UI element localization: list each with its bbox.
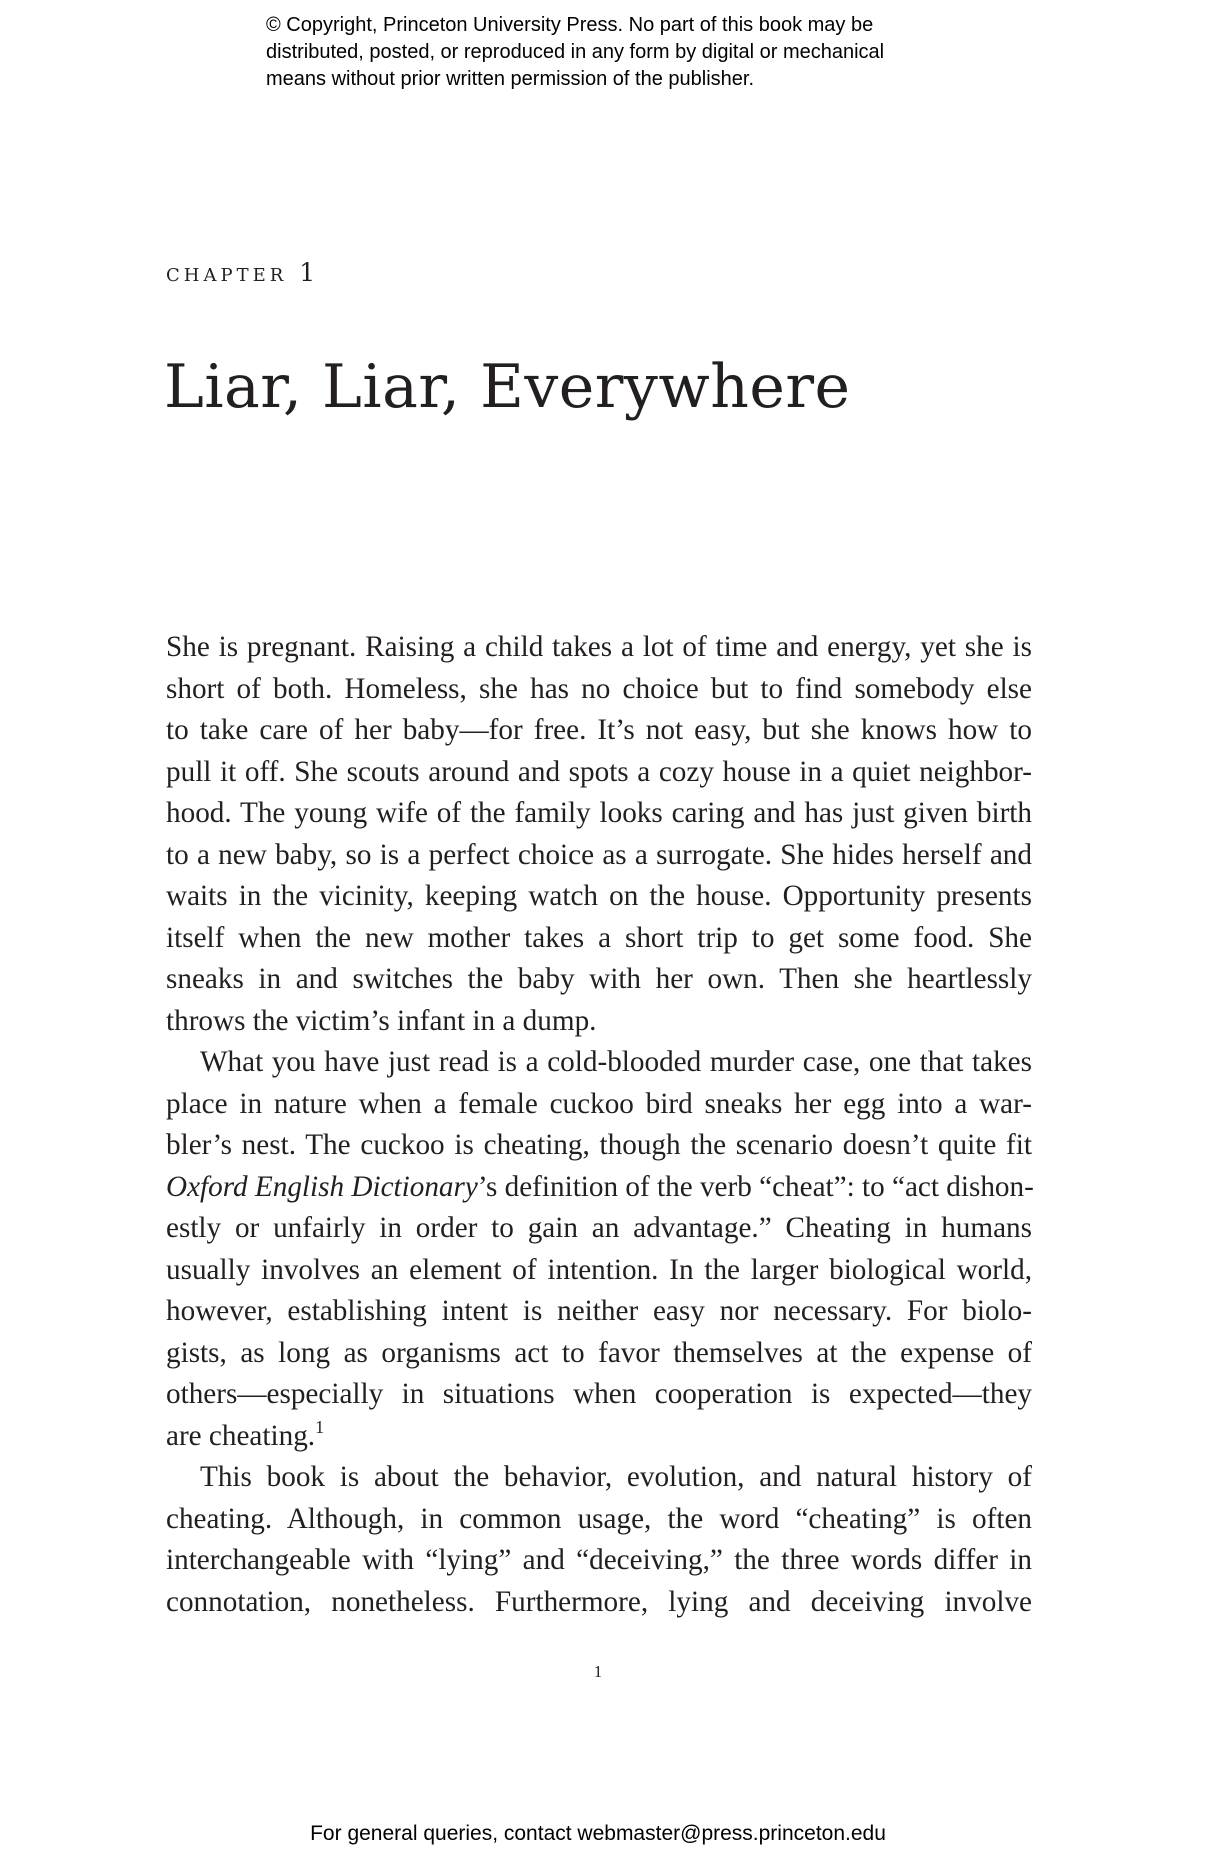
copyright-notice: [266, 12, 1026, 93]
copyright-line: means without prior written permission of the publisher.: [266, 68, 755, 90]
text-line: [166, 1167, 1032, 1209]
footnote-reference[interactable]: 1: [315, 1416, 325, 1437]
text-line: short of both. Homeless, she has no choice but to find somebody else: [166, 672, 1032, 705]
text-line: bler’s nest. The cuckoo is cheating, though the scenario doesn’t quite fit: [166, 1129, 1032, 1161]
text-line: gists, as long as organisms act to favor themselves at the expense of: [166, 1336, 1032, 1369]
text-line: This book is about the behavior, evolution, and natural history of: [200, 1461, 1032, 1493]
footer-contact: For general queries, contact webmaster@press.princeton.edu: [310, 1822, 886, 1845]
text-line: place in nature when a female cuckoo bird sneaks her egg into a war-: [166, 1087, 1032, 1120]
text-line: to take care of her baby—for free. It’s not easy, but she knows how to: [166, 714, 1032, 746]
text-line: others—especially in situations when cooperation is expected—they: [166, 1378, 1032, 1410]
text-line: sneaks in and switches the baby with her own. Then she heartlessly: [166, 963, 1032, 995]
text-line: What you have just read is a cold-blooded murder case, one that takes: [200, 1046, 1032, 1078]
paragraph-3: [166, 1457, 1032, 1623]
text-line: itself when the new mother takes a short trip to get some food. She: [166, 921, 1032, 954]
text-line: She is pregnant. Raising a child takes a lot of time and energy, yet she is: [166, 631, 1032, 663]
text-line: connotation, nonetheless. Furthermore, lying and deceiving involve: [166, 1585, 1032, 1618]
text-line: throws the victim’s infant in a dump.: [166, 1004, 597, 1037]
italic-title: Oxford English Dictionary: [166, 1170, 478, 1203]
body-text: [166, 627, 1032, 1623]
text-run: are cheating.: [166, 1419, 316, 1452]
paragraph-2: [166, 1042, 1032, 1457]
copyright-line: © Copyright, Princeton University Press. No part of this book may be: [266, 14, 874, 36]
copyright-line: distributed, posted, or reproduced in any form by digital or mechanical: [266, 41, 885, 63]
text-line: however, establishing intent is neither easy nor necessary. For biolo-: [166, 1295, 1032, 1327]
text-line: hood. The young wife of the family looks caring and has just given birth: [166, 797, 1032, 829]
text-line: pull it off. She scouts around and spots a cozy house in a quiet neighbor-: [166, 755, 1032, 788]
paragraph-1: [166, 627, 1032, 1042]
text-line: usually involves an element of intention. In the larger biological world,: [166, 1253, 1032, 1286]
text-line: [166, 1416, 1032, 1458]
text-line: cheating. Although, in common usage, the word “cheating” is often: [166, 1502, 1032, 1535]
text-line: interchangeable with “lying” and “deceiving,” the three words differ in: [166, 1544, 1032, 1576]
text-run: ’s definition of the verb “cheat”: to “act dishon-: [477, 1170, 1034, 1203]
page-number: 1: [593, 1662, 603, 1681]
chapter-title: Liar, Liar, Everywhere: [164, 352, 851, 422]
chapter-label: chapter 1: [166, 258, 320, 287]
text-line: estly or unfairly in order to gain an advantage.” Cheating in humans: [166, 1212, 1032, 1244]
text-line: to a new baby, so is a perfect choice as a surrogate. She hides herself and: [166, 838, 1032, 871]
text-line: waits in the vicinity, keeping watch on the house. Opportunity presents: [166, 880, 1032, 912]
